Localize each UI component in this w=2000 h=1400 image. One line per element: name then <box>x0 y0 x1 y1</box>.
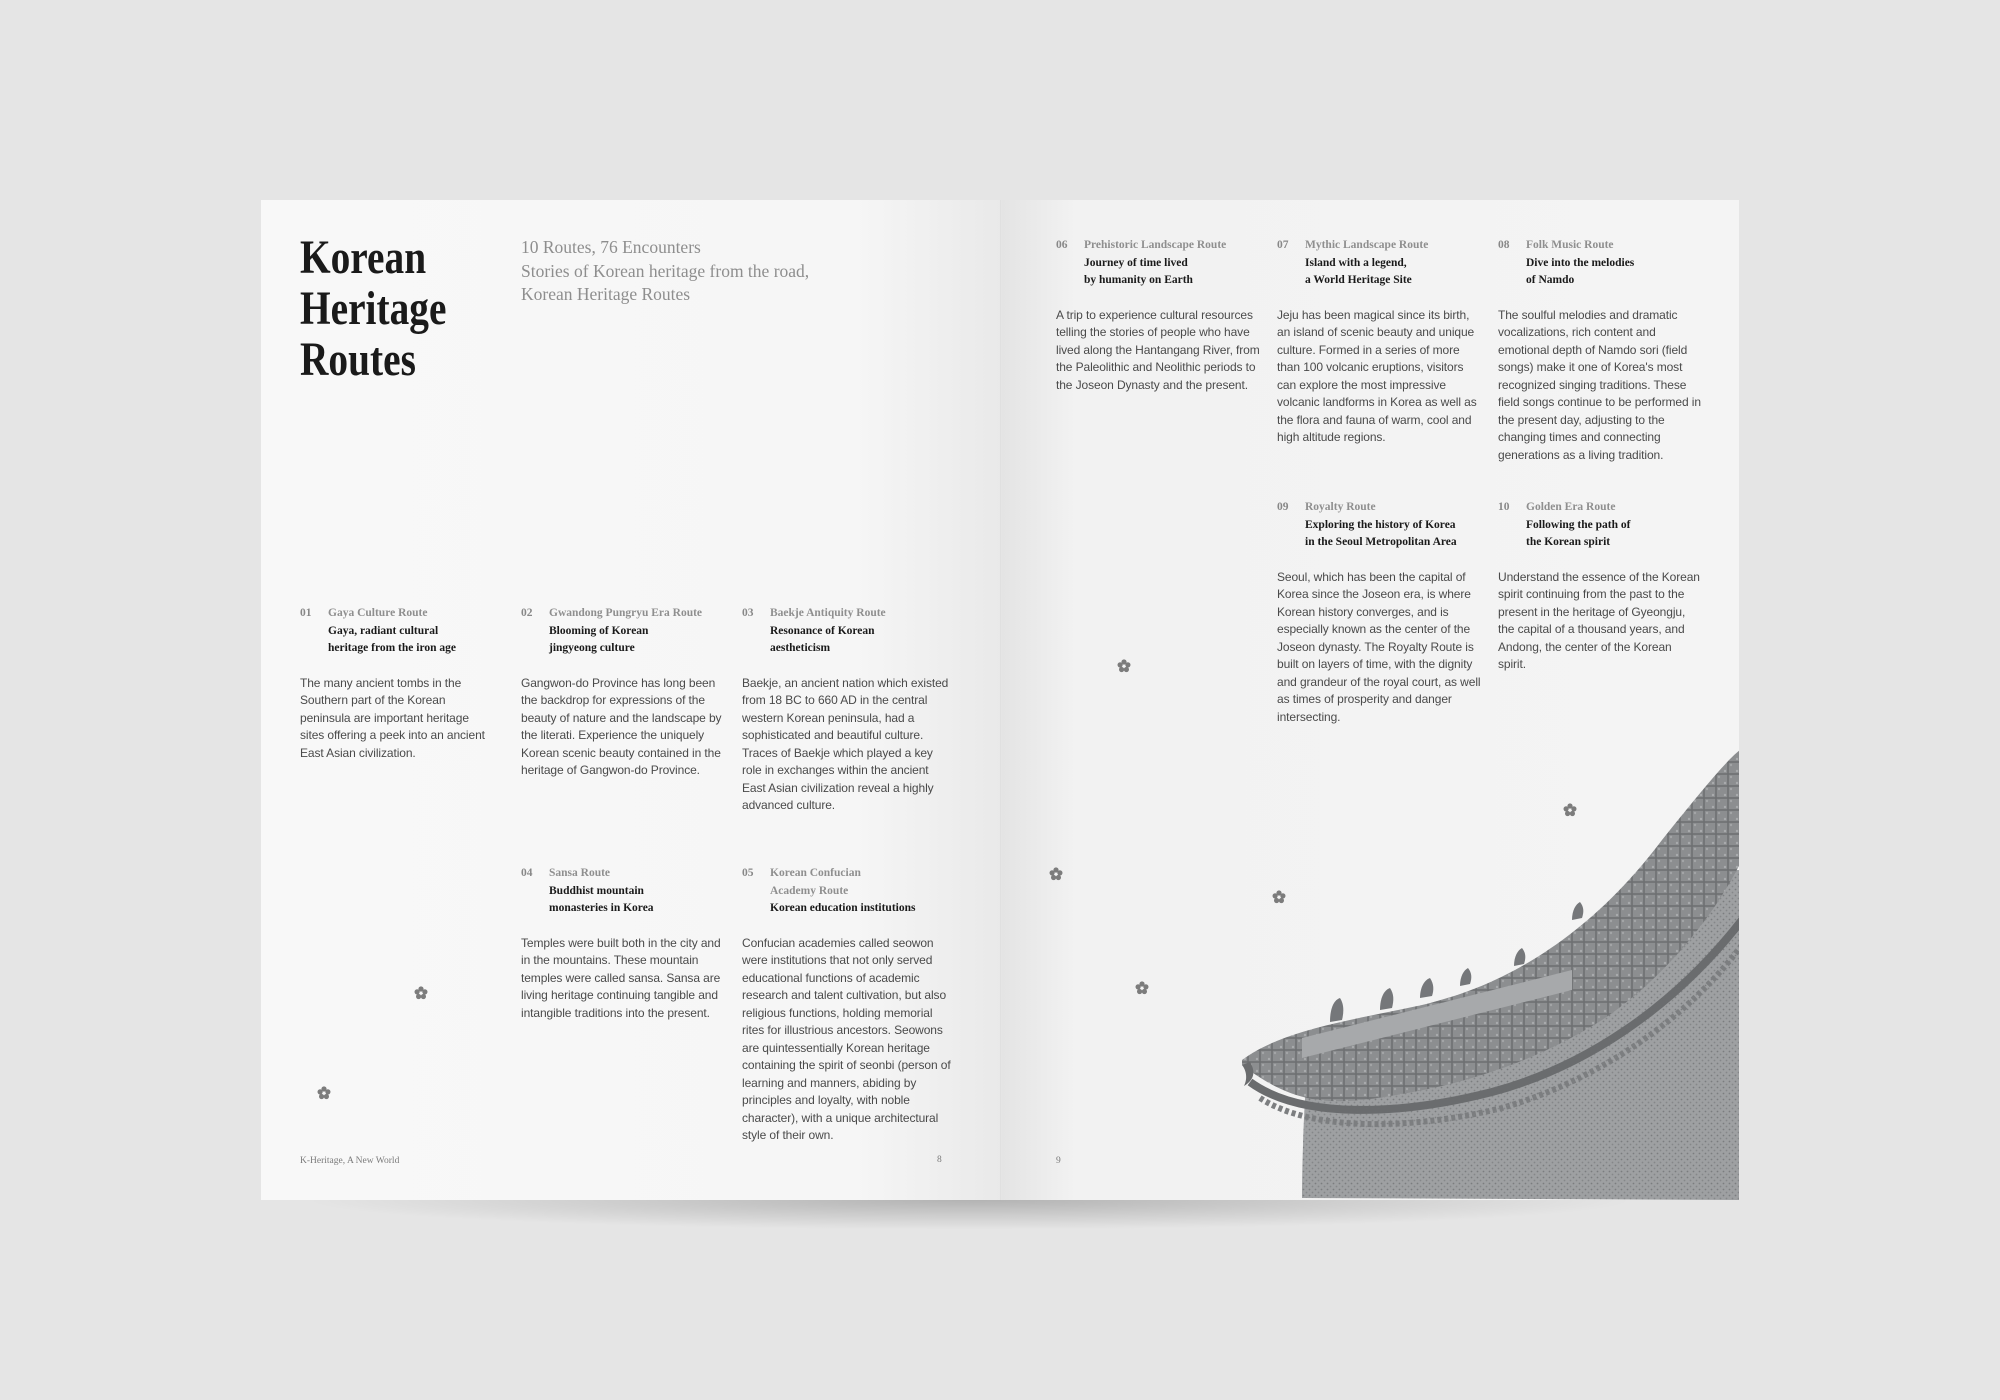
plum-blossom-icon <box>1135 981 1149 995</box>
route-number: 01 <box>300 607 312 619</box>
route-number: 09 <box>1277 501 1289 513</box>
route-tagline: Following the path of the Korean spirit <box>1526 518 1631 548</box>
route-name: Sansa Route <box>549 867 611 879</box>
route-tagline: Island with a legend, a World Heritage Site <box>1305 256 1412 286</box>
route-number: 04 <box>521 867 533 879</box>
route-entry-10 <box>1498 499 1698 674</box>
route-entry-04 <box>521 865 721 1022</box>
route-entry-02 <box>521 605 721 780</box>
route-name: Baekje Antiquity Route <box>770 607 886 619</box>
route-entry-08 <box>1498 237 1701 464</box>
route-description: The soulful melodies and dramatic vocalizations, rich content and emotional depth of Namdo sori (field songs) make it one of Korea's most recognized singing traditions. These field songs continue to be performed in the present day, adjusting to the changing times and connecting generations as a living tradition. <box>1498 307 1701 462</box>
route-number: 06 <box>1056 239 1068 251</box>
route-tagline: Resonance of Korean aestheticism <box>770 624 875 654</box>
route-name: Golden Era Route <box>1526 501 1616 513</box>
route-description: Jeju has been magical since its birth, an island of scenic beauty and unique culture. Formed in a series of more than 100 volcanic eruptions, visitors can explore the most impressive volcanic landforms in Korea as well as the flora and fauna of warm, cool and high altitude regions. <box>1277 307 1477 444</box>
left-page <box>261 200 1002 1200</box>
route-tagline: Korean education institutions <box>770 902 916 914</box>
right-page <box>1002 200 1739 1200</box>
route-tagline: Dive into the melodies of Namdo <box>1526 256 1635 286</box>
title-line: Routes <box>300 333 416 386</box>
hanok-roof-eaves-illustration <box>1242 720 1739 1200</box>
route-description: Seoul, which has been the capital of Korea since the Joseon era, is where Korean history converges, and is especially known as the center of the Joseon dynasty. The Royalty Route is built on layers of time, with the dignity and grandeur of the royal court, as well as times of prosperity and danger intersecting. <box>1277 569 1481 724</box>
title-line: Heritage <box>300 282 447 335</box>
route-tagline: Journey of time lived by humanity on Earth <box>1084 256 1193 286</box>
route-entry-03 <box>742 605 949 815</box>
route-name: Prehistoric Landscape Route <box>1084 239 1227 251</box>
route-number: 07 <box>1277 239 1289 251</box>
route-entry-07 <box>1277 237 1477 447</box>
route-number: 10 <box>1498 501 1510 513</box>
page-number: 8 <box>937 1155 942 1165</box>
route-name: Mythic Landscape Route <box>1305 239 1429 251</box>
plum-blossom-icon <box>1117 659 1131 673</box>
route-description: A trip to experience cultural resources telling the stories of people who have lived along the Hantangang River, from the Paleolithic and Neolithic periods to the Joseon Dynasty and the present. <box>1056 307 1260 392</box>
plum-blossom-icon <box>1272 890 1286 904</box>
route-tagline: Exploring the history of Korea in the Seoul Metropolitan Area <box>1305 518 1457 548</box>
main-title <box>300 231 447 386</box>
route-name: Gaya Culture Route <box>328 607 428 619</box>
route-number: 03 <box>742 607 754 619</box>
route-entry-09 <box>1277 499 1481 726</box>
route-number: 02 <box>521 607 533 619</box>
subtitle <box>521 236 901 307</box>
route-name: Korean Confucian Academy Route <box>770 867 861 897</box>
plum-blossom-icon <box>414 986 428 1000</box>
route-description: Temples were built both in the city and in the mountains. These mountain temples were called sansa. Sansa are living heritage continuing tangible and intangible traditions into the present. <box>521 935 721 1020</box>
title-line: Korean <box>300 231 427 284</box>
route-name: Gwandong Pungryu Era Route <box>549 607 703 619</box>
subtitle-line: 10 Routes, 76 Encounters <box>521 237 701 257</box>
route-name: Royalty Route <box>1305 501 1376 513</box>
route-tagline: Blooming of Korean jingyeong culture <box>549 624 649 654</box>
subtitle-line: Korean Heritage Routes <box>521 284 691 304</box>
route-tagline: Gaya, radiant cultural heritage from the iron age <box>328 624 456 654</box>
route-description: Baekje, an ancient nation which existed from 18 BC to 660 AD in the central western Korean peninsula, had a sophisticated and beautiful culture. Traces of Baekje which played a key role in exchanges within the ancient East Asian civilization reveal a highly advanced culture. <box>742 675 949 812</box>
route-name: Folk Music Route <box>1526 239 1614 251</box>
route-entry-06 <box>1056 237 1260 394</box>
plum-blossom-icon <box>317 1086 331 1100</box>
route-number: 05 <box>742 867 754 879</box>
route-description: Understand the essence of the Korean spirit continuing from the past to the present in the heritage of Gyeongju, the capital of a thousand years, and Andong, the center of the Korean spirit. <box>1498 569 1700 671</box>
plum-blossom-icon <box>1049 867 1063 881</box>
footer-publication: K-Heritage, A New World <box>300 1156 400 1166</box>
plum-blossom-icon <box>1563 803 1577 817</box>
route-description: The many ancient tombs in the Southern part of the Korean peninsula are important heritage sites offering a peek into an ancient East Asian civilization. <box>300 675 485 760</box>
route-entry-01 <box>300 605 500 762</box>
route-number: 08 <box>1498 239 1510 251</box>
route-description: Gangwon-do Province has long been the backdrop for expressions of the beauty of nature and the landscape by the literati. Experience the uniquely Korean scenic beauty contained in the heritage of Gangwon-do Province. <box>521 675 722 777</box>
subtitle-line: Stories of Korean heritage from the road, <box>521 260 810 281</box>
page-number: 9 <box>1056 1156 1061 1166</box>
route-description: Confucian academies called seowon were institutions that not only served educational functions of academic research and talent cultivation, but also religious functions, holding memorial rites for illustrious ancestors. Seowons are quintessentially Korean heritage containing the spirit of seonbi (person of learning and manners, abiding by principles and loyalty, with noble character), with a unique architectural style of their own. <box>742 935 951 1142</box>
route-tagline: Buddhist mountain monasteries in Korea <box>549 884 654 914</box>
route-entry-05 <box>742 865 951 1145</box>
